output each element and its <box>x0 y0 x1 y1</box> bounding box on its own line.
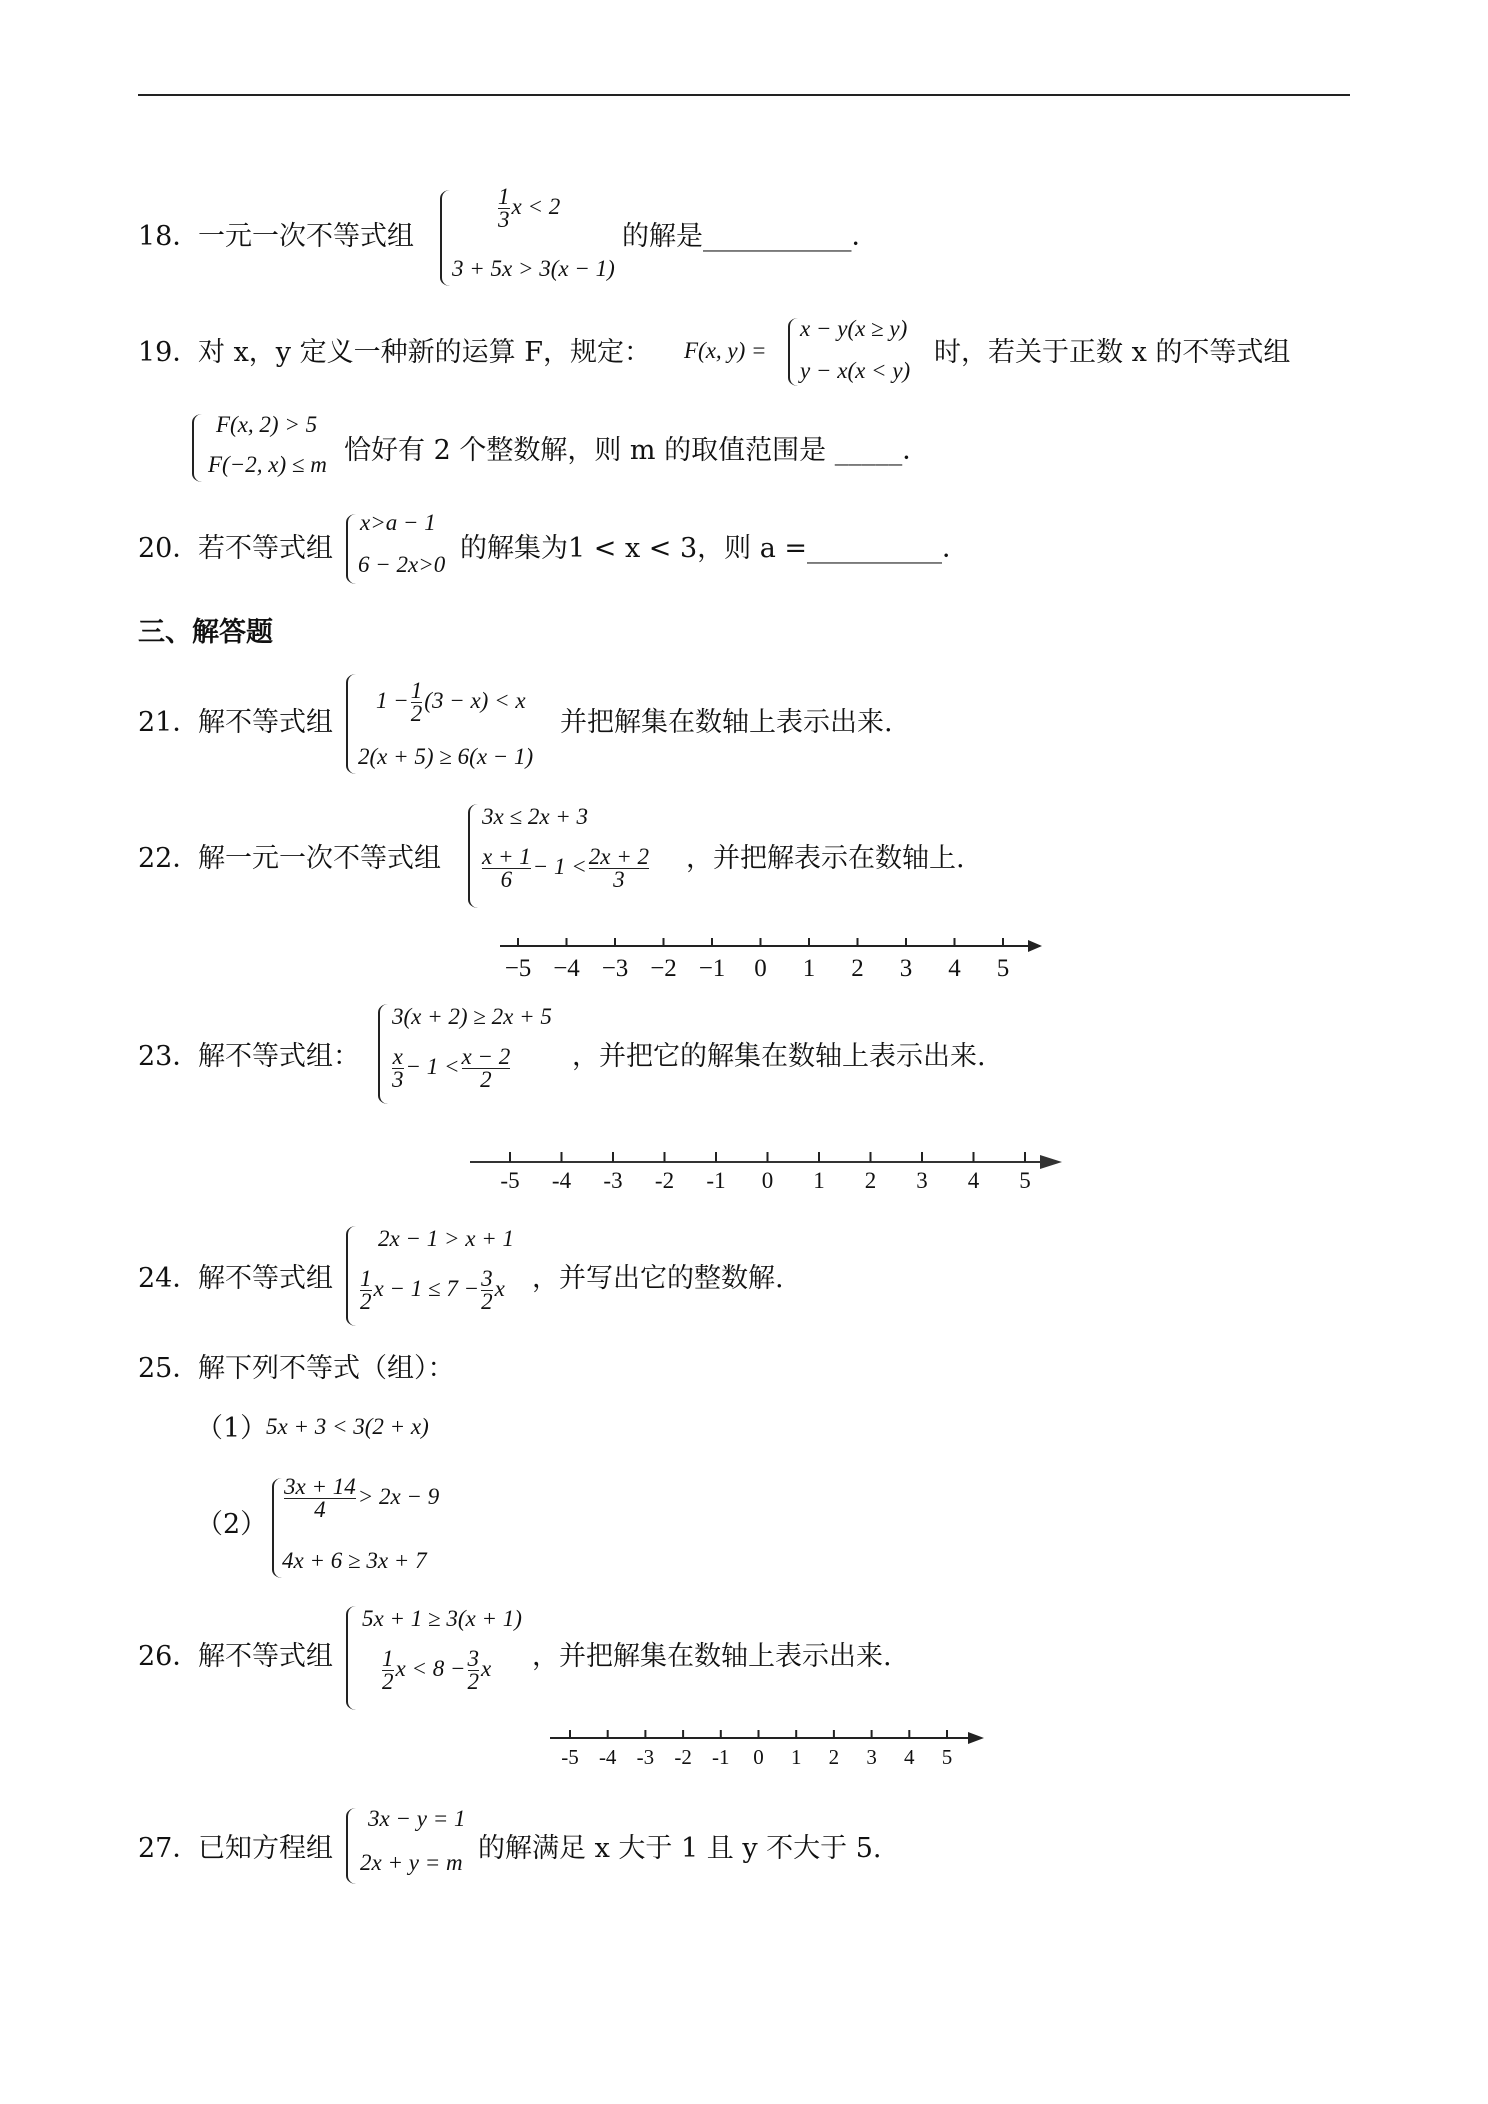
problem-number: 26． <box>138 1641 200 1672</box>
axis-arrow <box>1028 940 1042 952</box>
tick-label: -4 <box>598 1745 617 1769</box>
tick-label: 5 <box>996 955 1010 982</box>
fraction: $\frac{3x + 14}{4}$ <box>284 1474 356 1522</box>
tick-label: −3 <box>601 955 629 982</box>
problem-text: 对 x，y 定义一种新的运算 F，规定： <box>198 337 651 368</box>
fraction: $\frac{x + 1}{6}$ <box>482 844 531 892</box>
number-line-b <box>470 1148 1070 1208</box>
tick-label: 1 <box>790 1745 802 1769</box>
brace <box>346 514 356 584</box>
tick-label: -5 <box>500 1168 520 1193</box>
tick-label: -2 <box>674 1745 692 1769</box>
tick-label: 5 <box>1019 1168 1031 1193</box>
problem-text: ，并写出它的整数解. <box>532 1263 784 1294</box>
equation: 3x ≤ 2x + 3 <box>482 804 589 829</box>
problem-text: 恰好有 2 个整数解，则 m 的取值范围是 _____． <box>344 435 930 466</box>
fraction: $\frac{1}{2}$ <box>360 1266 372 1314</box>
tick-label: −5 <box>504 955 532 982</box>
tick-label: -1 <box>706 1168 726 1193</box>
number-line-a <box>490 930 1050 990</box>
axis-arrow <box>968 1732 984 1744</box>
tick-label: 1 <box>802 955 816 982</box>
equation: − 1 < <box>532 853 587 879</box>
equation: 3 + 5x > 3(x − 1) <box>452 256 615 281</box>
problem-text: 解不等式组 <box>198 1641 333 1672</box>
tick-label: 1 <box>813 1168 825 1193</box>
equation: 3x − y = 1 <box>368 1806 466 1831</box>
problem-text: 的解满足 x 大于 1 且 y 不大于 5. <box>478 1833 882 1864</box>
problem-text: 的解是___________． <box>622 221 879 252</box>
problem-number: 19． <box>138 337 200 368</box>
tick-label: 5 <box>941 1745 953 1769</box>
tick-label: −2 <box>650 955 677 982</box>
sub-label: （1） <box>196 1413 268 1444</box>
problem-text: 解一元一次不等式组 <box>198 843 441 874</box>
tick-label: -4 <box>551 1168 572 1193</box>
tick-label: -3 <box>603 1168 623 1193</box>
equation: F(−2, x) ≤ m <box>208 452 327 477</box>
problem-number: 22． <box>138 843 200 874</box>
tick-label: -3 <box>636 1745 655 1769</box>
problem-text: 时，若关于正数 x 的不等式组 <box>934 337 1291 368</box>
problem-text: 解下列不等式（组）： <box>198 1353 455 1384</box>
brace <box>272 1478 282 1578</box>
problem-text: 一元一次不等式组 <box>198 221 414 252</box>
equation: − 1 < <box>405 1053 460 1079</box>
tick-label: -1 <box>712 1745 730 1769</box>
problem-text: 已知方程组 <box>198 1833 333 1864</box>
equation: y − x(x < y) <box>800 358 911 383</box>
brace <box>346 1606 356 1710</box>
fraction: $\frac{1}{2}$ <box>382 1646 394 1694</box>
brace <box>192 414 202 482</box>
equation: F(x, 2) > 5 <box>216 412 318 437</box>
brace <box>346 1808 356 1884</box>
problem-number: 20． <box>138 533 200 564</box>
tick-label: 3 <box>916 1168 928 1193</box>
problem-text: 解不等式组： <box>198 1041 360 1072</box>
problem-text: 并把解集在数轴上表示出来. <box>560 707 893 738</box>
problem-number: 25． <box>138 1353 200 1384</box>
tick-label: 4 <box>948 955 961 982</box>
axis-arrow <box>1040 1155 1062 1169</box>
number-line-c <box>550 1724 990 1784</box>
equation: x < 8 − <box>395 1655 466 1681</box>
tick-label: 0 <box>753 1745 764 1769</box>
brace <box>346 674 356 774</box>
problem-number: 27． <box>138 1833 200 1864</box>
problem-number: 21． <box>138 707 200 738</box>
problem-text: ，并把解表示在数轴上. <box>686 843 965 874</box>
tick-label: 0 <box>754 955 767 982</box>
equation: 5x + 3 < 3(2 + x) <box>266 1414 429 1439</box>
problem-number: 18． <box>138 221 200 252</box>
equation: 3(x + 2) ≥ 2x + 5 <box>392 1004 552 1029</box>
fraction: $\frac{x}{3}$ <box>392 1044 404 1092</box>
tick-label: 0 <box>761 1168 774 1193</box>
tick-label: 2 <box>828 1745 840 1769</box>
section-heading: 三、解答题 <box>138 617 273 648</box>
equation: 2x − 1 > x + 1 <box>378 1226 514 1251</box>
problem-text: 若不等式组 <box>198 533 333 564</box>
equation: 5x + 1 ≥ 3(x + 1) <box>362 1606 522 1631</box>
tick-label: 2 <box>864 1168 877 1193</box>
fraction: $\frac{2x + 2}{3}$ <box>588 844 650 892</box>
equation: 4x + 6 ≥ 3x + 7 <box>282 1548 427 1573</box>
brace <box>440 190 450 286</box>
equation: 2(x + 5) ≥ 6(x − 1) <box>358 744 534 769</box>
equation: x − 1 ≤ 7 − <box>373 1275 480 1301</box>
problem-text: 解不等式组 <box>198 707 333 738</box>
brace <box>346 1226 356 1326</box>
equation: x>a − 1 <box>360 510 436 535</box>
function: F(x, y) = <box>684 338 767 363</box>
problem-text: 解不等式组 <box>198 1263 333 1294</box>
equation: x < 2 <box>511 193 561 219</box>
brace <box>788 318 798 386</box>
equation: x − y(x ≥ y) <box>800 316 908 341</box>
tick-label: 3 <box>866 1745 877 1769</box>
tick-label: −4 <box>553 955 580 982</box>
equation: 6 − 2x>0 <box>358 552 446 577</box>
problem-number: 24． <box>138 1263 200 1294</box>
tick-label: 3 <box>899 955 913 982</box>
fraction: $\frac{1}{3}$ <box>498 184 510 232</box>
equation: x <box>481 1655 492 1681</box>
fraction: $\frac{3}{2}$ <box>481 1266 493 1314</box>
problem-text: ，并把解集在数轴上表示出来. <box>532 1641 892 1672</box>
tick-label: 2 <box>851 955 864 982</box>
equation: (3 − x) < x <box>424 687 526 713</box>
equation: 2x + y = m <box>360 1850 463 1875</box>
tick-label: 4 <box>904 1745 915 1769</box>
brace <box>468 804 478 908</box>
equation: 1 − <box>376 687 409 713</box>
header-rule <box>138 94 1350 96</box>
brace <box>378 1004 388 1104</box>
fraction: $\frac{x - 2}{2}$ <box>461 1044 511 1092</box>
problem-text: 的解集为1 < x < 3，则 a =__________． <box>460 533 970 564</box>
fraction: $\frac{1}{2}$ <box>410 678 423 726</box>
tick-label: -2 <box>654 1168 675 1193</box>
tick-label: 4 <box>967 1168 980 1193</box>
tick-label: −1 <box>698 955 726 982</box>
equation: > 2x − 9 <box>357 1483 440 1509</box>
sub-label: （2） <box>196 1509 268 1540</box>
equation: x <box>494 1275 505 1301</box>
problem-text: ，并把它的解集在数轴上表示出来. <box>572 1041 986 1072</box>
problem-number: 23． <box>138 1041 200 1072</box>
tick-label: -5 <box>561 1745 579 1769</box>
fraction: $\frac{3}{2}$ <box>467 1646 479 1694</box>
